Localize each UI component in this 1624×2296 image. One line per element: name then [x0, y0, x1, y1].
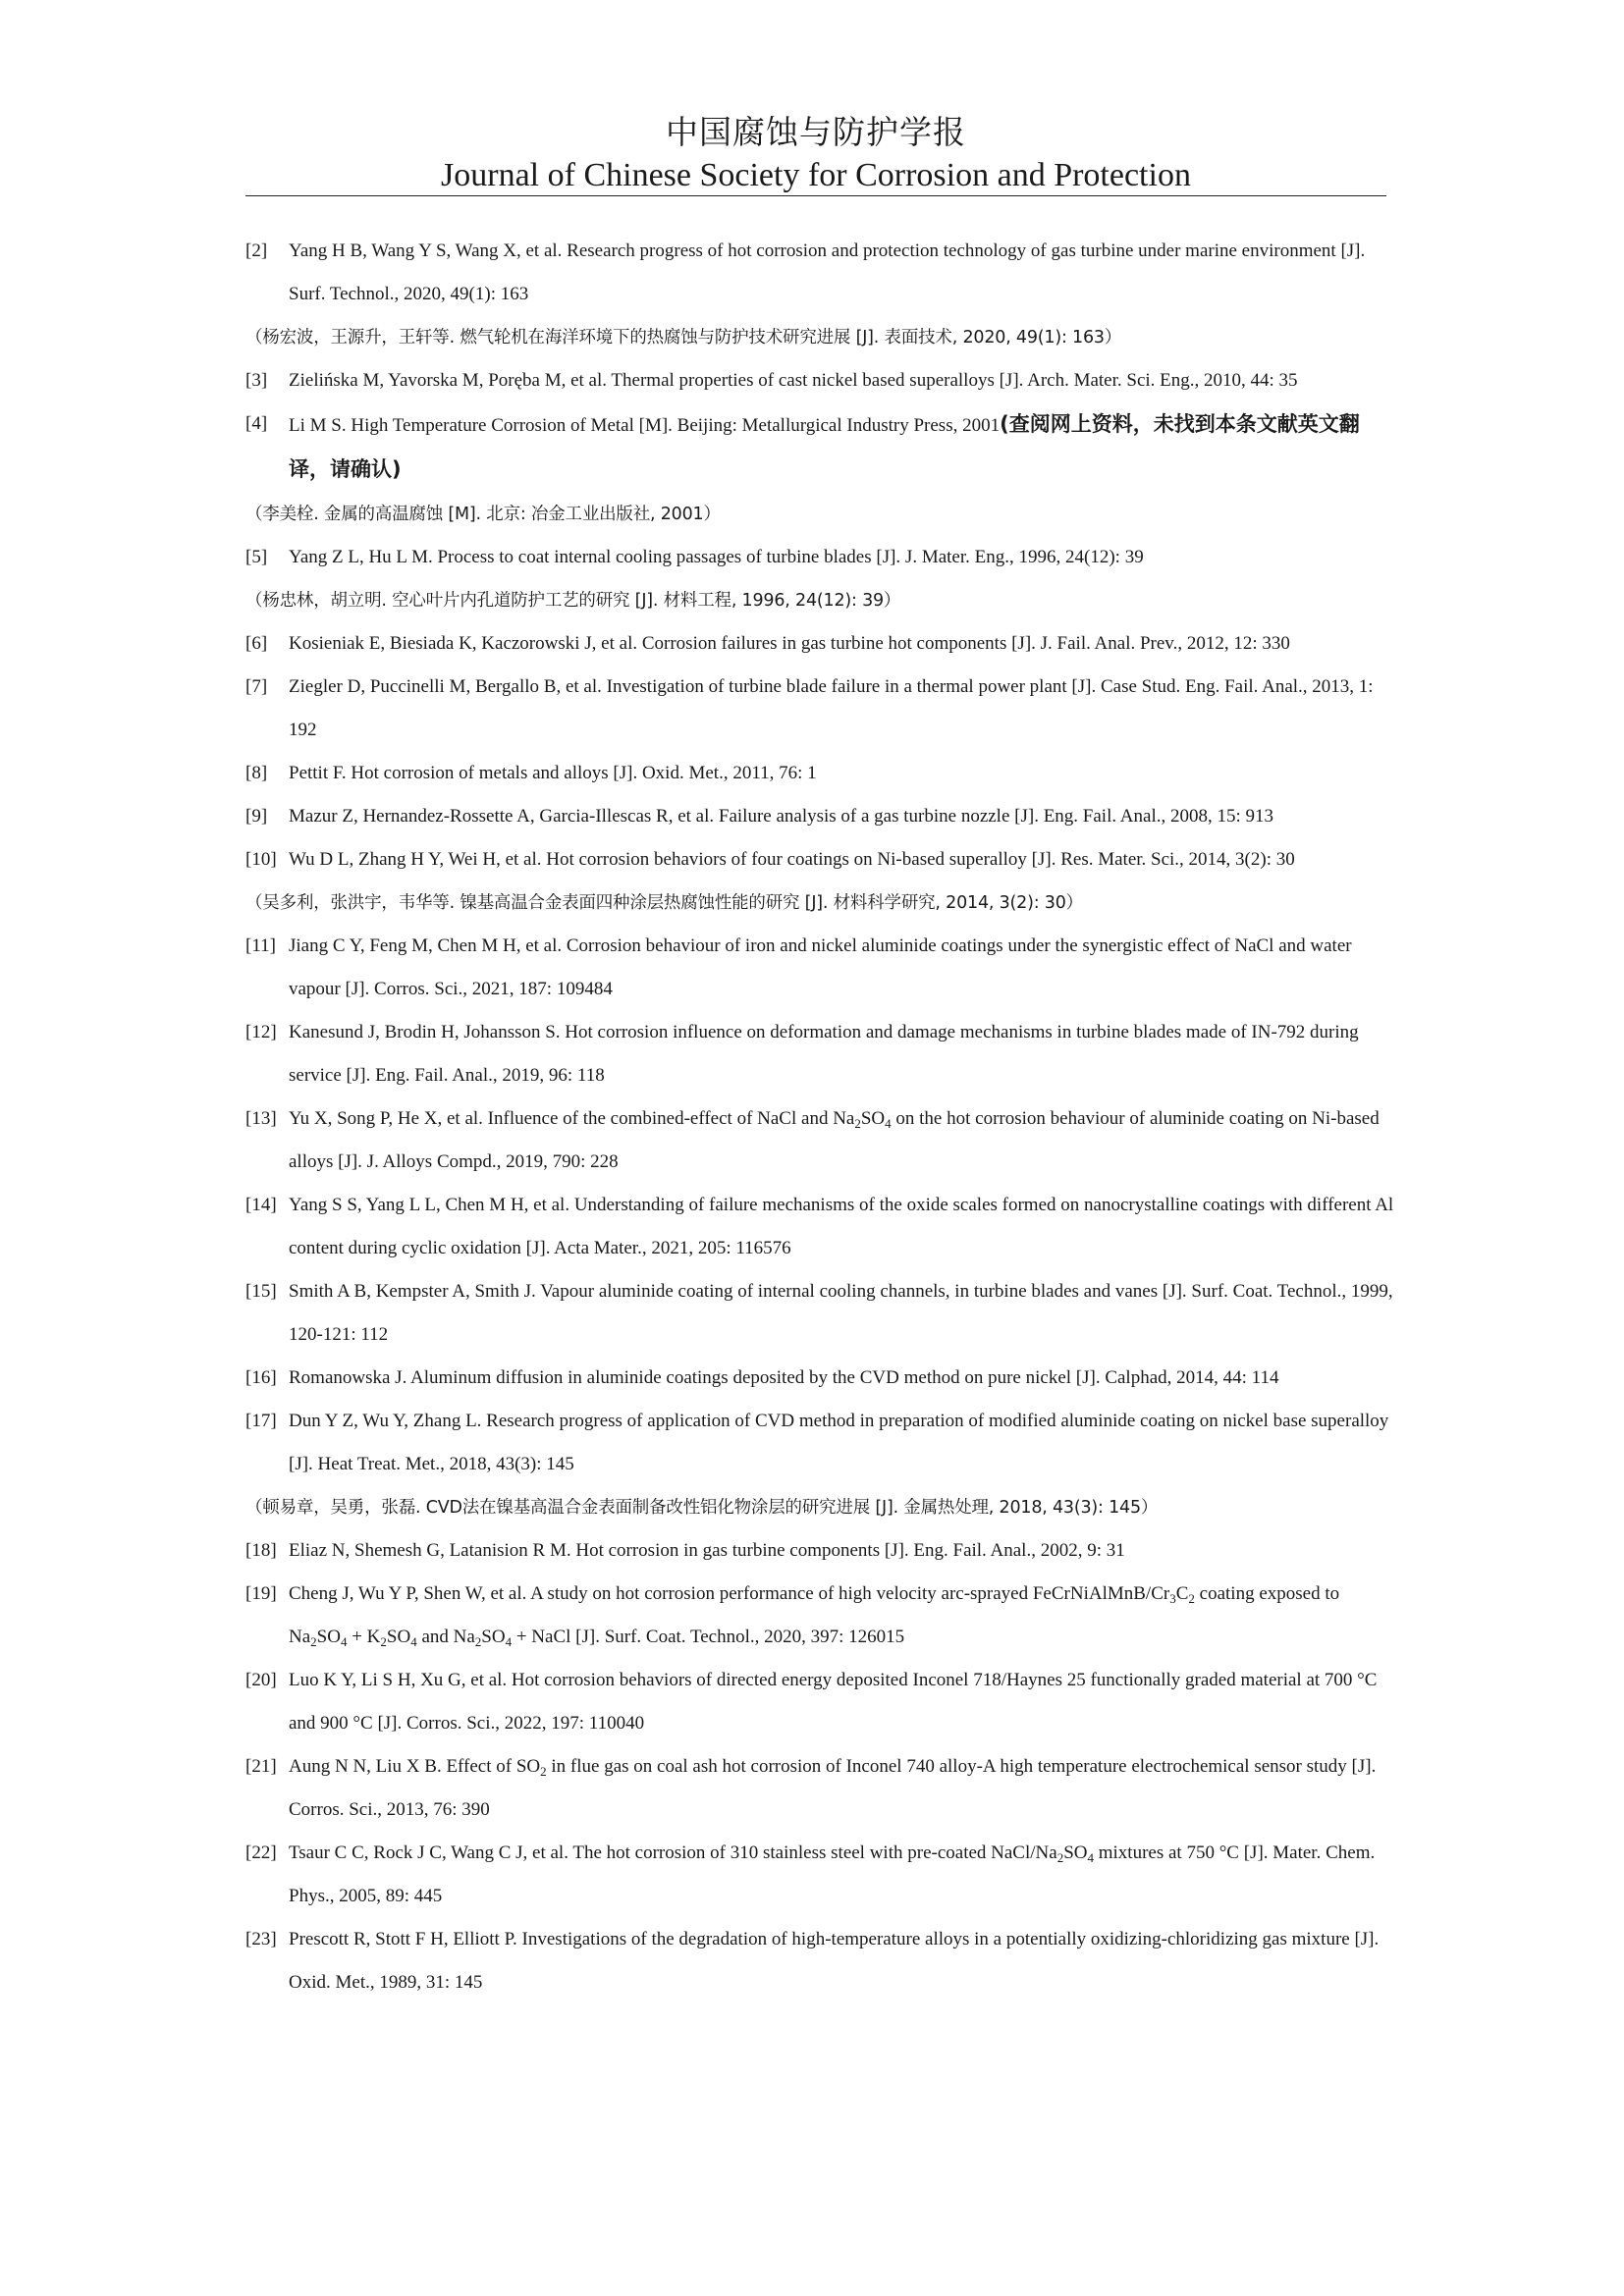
reference-chinese: （杨宏波，王源升，王轩等. 燃气轮机在海洋环境下的热腐蚀与防护技术研究进展 [J]. 表面技术, 2020, 49(1): 163） — [245, 328, 1122, 347]
reference-text: Dun Y Z, Wu Y, Zhang L. Research progress of application of CVD method in preparation of modified aluminide coating on nickel base superalloy [J]. Heat Treat. Met., 2018, 43(3): 145 — [289, 1411, 1389, 1474]
reference-number: [10] — [245, 849, 277, 870]
reference-text: Aung N N, Liu X B. Effect of $SO_2$ in flue gas on coal ash hot corrosion of Inconel 740 alloy-A high temperature electrochemical sensor study [J]. Corros. Sci., 2013, 76: 390 — [289, 1756, 1377, 1820]
reference-chinese: （杨忠林，胡立明. 空心叶片内孔道防护工艺的研究 [J]. 材料工程, 1996, 24(12): 39） — [245, 591, 901, 611]
reference-text: Prescott R, Stott F H, Elliott P. Investigations of the degradation of high-temperature alloys in a potentially oxidizing-chloridizing gas mixture [J]. Oxid. Met., 1989, 31: 145 — [289, 1929, 1380, 1993]
reference-item — [245, 666, 1394, 752]
reference-number: [2] — [245, 240, 268, 261]
reference-number: [4] — [245, 413, 268, 434]
reference-text: Luo K Y, Li S H, Xu G, et al. Hot corrosion behaviors of directed energy deposited Inconel 718/Haynes 25 functionally graded material at 700 °C and 900 °C [J]. Corros. Sci., 2022, 197: 110040 — [289, 1670, 1378, 1734]
reference-text: Yang Z L, Hu L M. Process to coat internal cooling passages of turbine blades [J]. J. Mater. Eng., 1996, 24(12): 39 — [289, 547, 1144, 567]
reference-item — [245, 1400, 1394, 1486]
reference-text: Yang H B, Wang Y S, Wang X, et al. Research progress of hot corrosion and protection technology of gas turbine under marine environment [J]. Surf. Technol., 2020, 49(1): 163 — [289, 240, 1366, 304]
reference-number: [3] — [245, 370, 268, 391]
reference-text: Pettit F. Hot corrosion of metals and alloys [J]. Oxid. Met., 2011, 76: 1 — [289, 763, 817, 783]
journal-title-cn: 中国腐蚀与防护学报 — [666, 113, 966, 151]
reference-text: Romanowska J. Aluminum diffusion in aluminide coatings deposited by the CVD method on pure nickel [J]. Calphad, 2014, 44: 114 — [289, 1367, 1279, 1388]
reference-number: [6] — [245, 633, 268, 654]
reference-item — [245, 622, 1394, 666]
journal-header — [245, 110, 1386, 196]
reference-chinese: （吴多利，张洪宇，韦华等. 镍基高温合金表面四种涂层热腐蚀性能的研究 [J]. 材料科学研究, 2014, 3(2): 30） — [245, 893, 1083, 913]
reference-number: [14] — [245, 1195, 277, 1215]
reference-item — [245, 795, 1394, 838]
reference-number: [9] — [245, 806, 268, 827]
reference-number: [18] — [245, 1540, 277, 1561]
reference-text: Yu X, Song P, He X, et al. Influence of the combined-effect of NaCl and $Na_2SO_4$ on the hot corrosion behaviour of aluminide coating on Ni-based alloys [J]. J. Alloys Compd., 2019, 790: 228 — [289, 1108, 1380, 1172]
reference-item — [245, 925, 1394, 1011]
reference-text: Kanesund J, Brodin H, Johansson S. Hot corrosion influence on deformation and damage mechanisms in turbine blades made of IN-792 during service [J]. Eng. Fail. Anal., 2019, 96: 118 — [289, 1022, 1359, 1086]
reference-number: [16] — [245, 1367, 277, 1388]
reference-number: [8] — [245, 763, 268, 783]
reference-text: Yang S S, Yang L L, Chen M H, et al. Understanding of failure mechanisms of the oxide scales formed on nanocrystalline coatings with different Al content during cyclic oxidation [J]. Acta Mater., 2021, 205: 116576 — [289, 1195, 1394, 1258]
reference-item — [245, 402, 1394, 493]
reference-text: Cheng J, Wu Y P, Shen W, et al. A study on hot corrosion performance of high velocity arc-sprayed FeCrNiAlMnB/$Cr_3C_2$ coating exposed to $Na_2SO_4 + K_2SO_4$ and $Na_2SO_4$ + NaCl [J]. Surf. Coat. Technol., 2020, 397: 126015 — [289, 1583, 1340, 1649]
reference-chinese: （顿易章，吴勇，张磊. CVD法在镍基高温合金表面制备改性铝化物涂层的研究进展 [J]. 金属热处理, 2018, 43(3): 145） — [245, 1498, 1159, 1518]
reference-number: [15] — [245, 1281, 277, 1302]
journal-title-en: Journal of Chinese Society for Corrosion and Protection — [441, 157, 1191, 193]
reference-text: Li M S. High Temperature Corrosion of Metal [M]. Beijing: Metallurgical Industry Press, 2001 — [289, 415, 1001, 436]
reference-item — [245, 1529, 1394, 1573]
reference-number: [19] — [245, 1583, 277, 1604]
reference-text: Kosieniak E, Biesiada K, Kaczorowski J, et al. Corrosion failures in gas turbine hot components [J]. J. Fail. Anal. Prev., 2012, 12: 330 — [289, 633, 1290, 654]
reference-number: [17] — [245, 1411, 277, 1431]
reference-item — [245, 1745, 1394, 1832]
reference-item — [245, 230, 1394, 316]
reference-number: [5] — [245, 547, 268, 567]
reference-number: [23] — [245, 1929, 277, 1949]
reference-item — [245, 1573, 1394, 1659]
editor-note: (查阅网上资料，未找到本条文献英文翻译，请确认) — [289, 412, 1360, 481]
reference-item — [245, 1918, 1394, 2004]
reference-item — [245, 1832, 1394, 1918]
reference-text-with-note — [289, 402, 1394, 493]
reference-number: [13] — [245, 1108, 277, 1129]
reference-item — [245, 1011, 1394, 1097]
reference-number: [22] — [245, 1842, 277, 1863]
reference-item — [245, 752, 1394, 795]
reference-list — [245, 230, 1394, 2004]
reference-text: Smith A B, Kempster A, Smith J. Vapour aluminide coating of internal cooling channels, in turbine blades and vanes [J]. Surf. Coat. Technol., 1999, 120-121: 112 — [289, 1281, 1393, 1345]
reference-text: Tsaur C C, Rock J C, Wang C J, et al. The hot corrosion of 310 stainless steel with pre-coated NaCl/$Na_2SO_4$ mixtures at 750 °C [J]. Mater. Chem. Phys., 2005, 89: 445 — [289, 1842, 1376, 1906]
reference-number: [20] — [245, 1670, 277, 1690]
reference-item — [245, 838, 1394, 881]
reference-chinese: （李美栓. 金属的高温腐蚀 [M]. 北京: 冶金工业出版社, 2001） — [245, 505, 721, 524]
reference-item — [245, 1270, 1394, 1357]
reference-item — [245, 1097, 1394, 1184]
reference-number: [21] — [245, 1756, 277, 1777]
reference-text: Ziegler D, Puccinelli M, Bergallo B, et al. Investigation of turbine blade failure in a thermal power plant [J]. Case Stud. Eng. Fail. Anal., 2013, 1: 192 — [289, 676, 1374, 740]
reference-number: [7] — [245, 676, 268, 697]
reference-item — [245, 1357, 1394, 1400]
reference-text: Zielińska M, Yavorska M, Poręba M, et al. Thermal properties of cast nickel based superalloys [J]. Arch. Mater. Sci. Eng., 2010, 44: 35 — [289, 370, 1298, 391]
reference-item — [245, 1184, 1394, 1270]
reference-text: Jiang C Y, Feng M, Chen M H, et al. Corrosion behaviour of iron and nickel aluminide coatings under the synergistic effect of NaCl and water vapour [J]. Corros. Sci., 2021, 187: 109484 — [289, 935, 1352, 999]
reference-item — [245, 1659, 1394, 1745]
header-rule — [245, 195, 1386, 196]
reference-item — [245, 359, 1394, 402]
reference-number: [11] — [245, 935, 276, 956]
reference-number: [12] — [245, 1022, 277, 1042]
reference-item — [245, 536, 1394, 579]
reference-text: Mazur Z, Hernandez-Rossette A, Garcia-Illescas R, et al. Failure analysis of a gas turbine nozzle [J]. Eng. Fail. Anal., 2008, 15: 913 — [289, 806, 1274, 827]
reference-text: Eliaz N, Shemesh G, Latanision R M. Hot corrosion in gas turbine components [J]. Eng. Fail. Anal., 2002, 9: 31 — [289, 1540, 1125, 1561]
reference-text: Wu D L, Zhang H Y, Wei H, et al. Hot corrosion behaviors of four coatings on Ni-based superalloy [J]. Res. Mater. Sci., 2014, 3(2): 30 — [289, 849, 1295, 870]
